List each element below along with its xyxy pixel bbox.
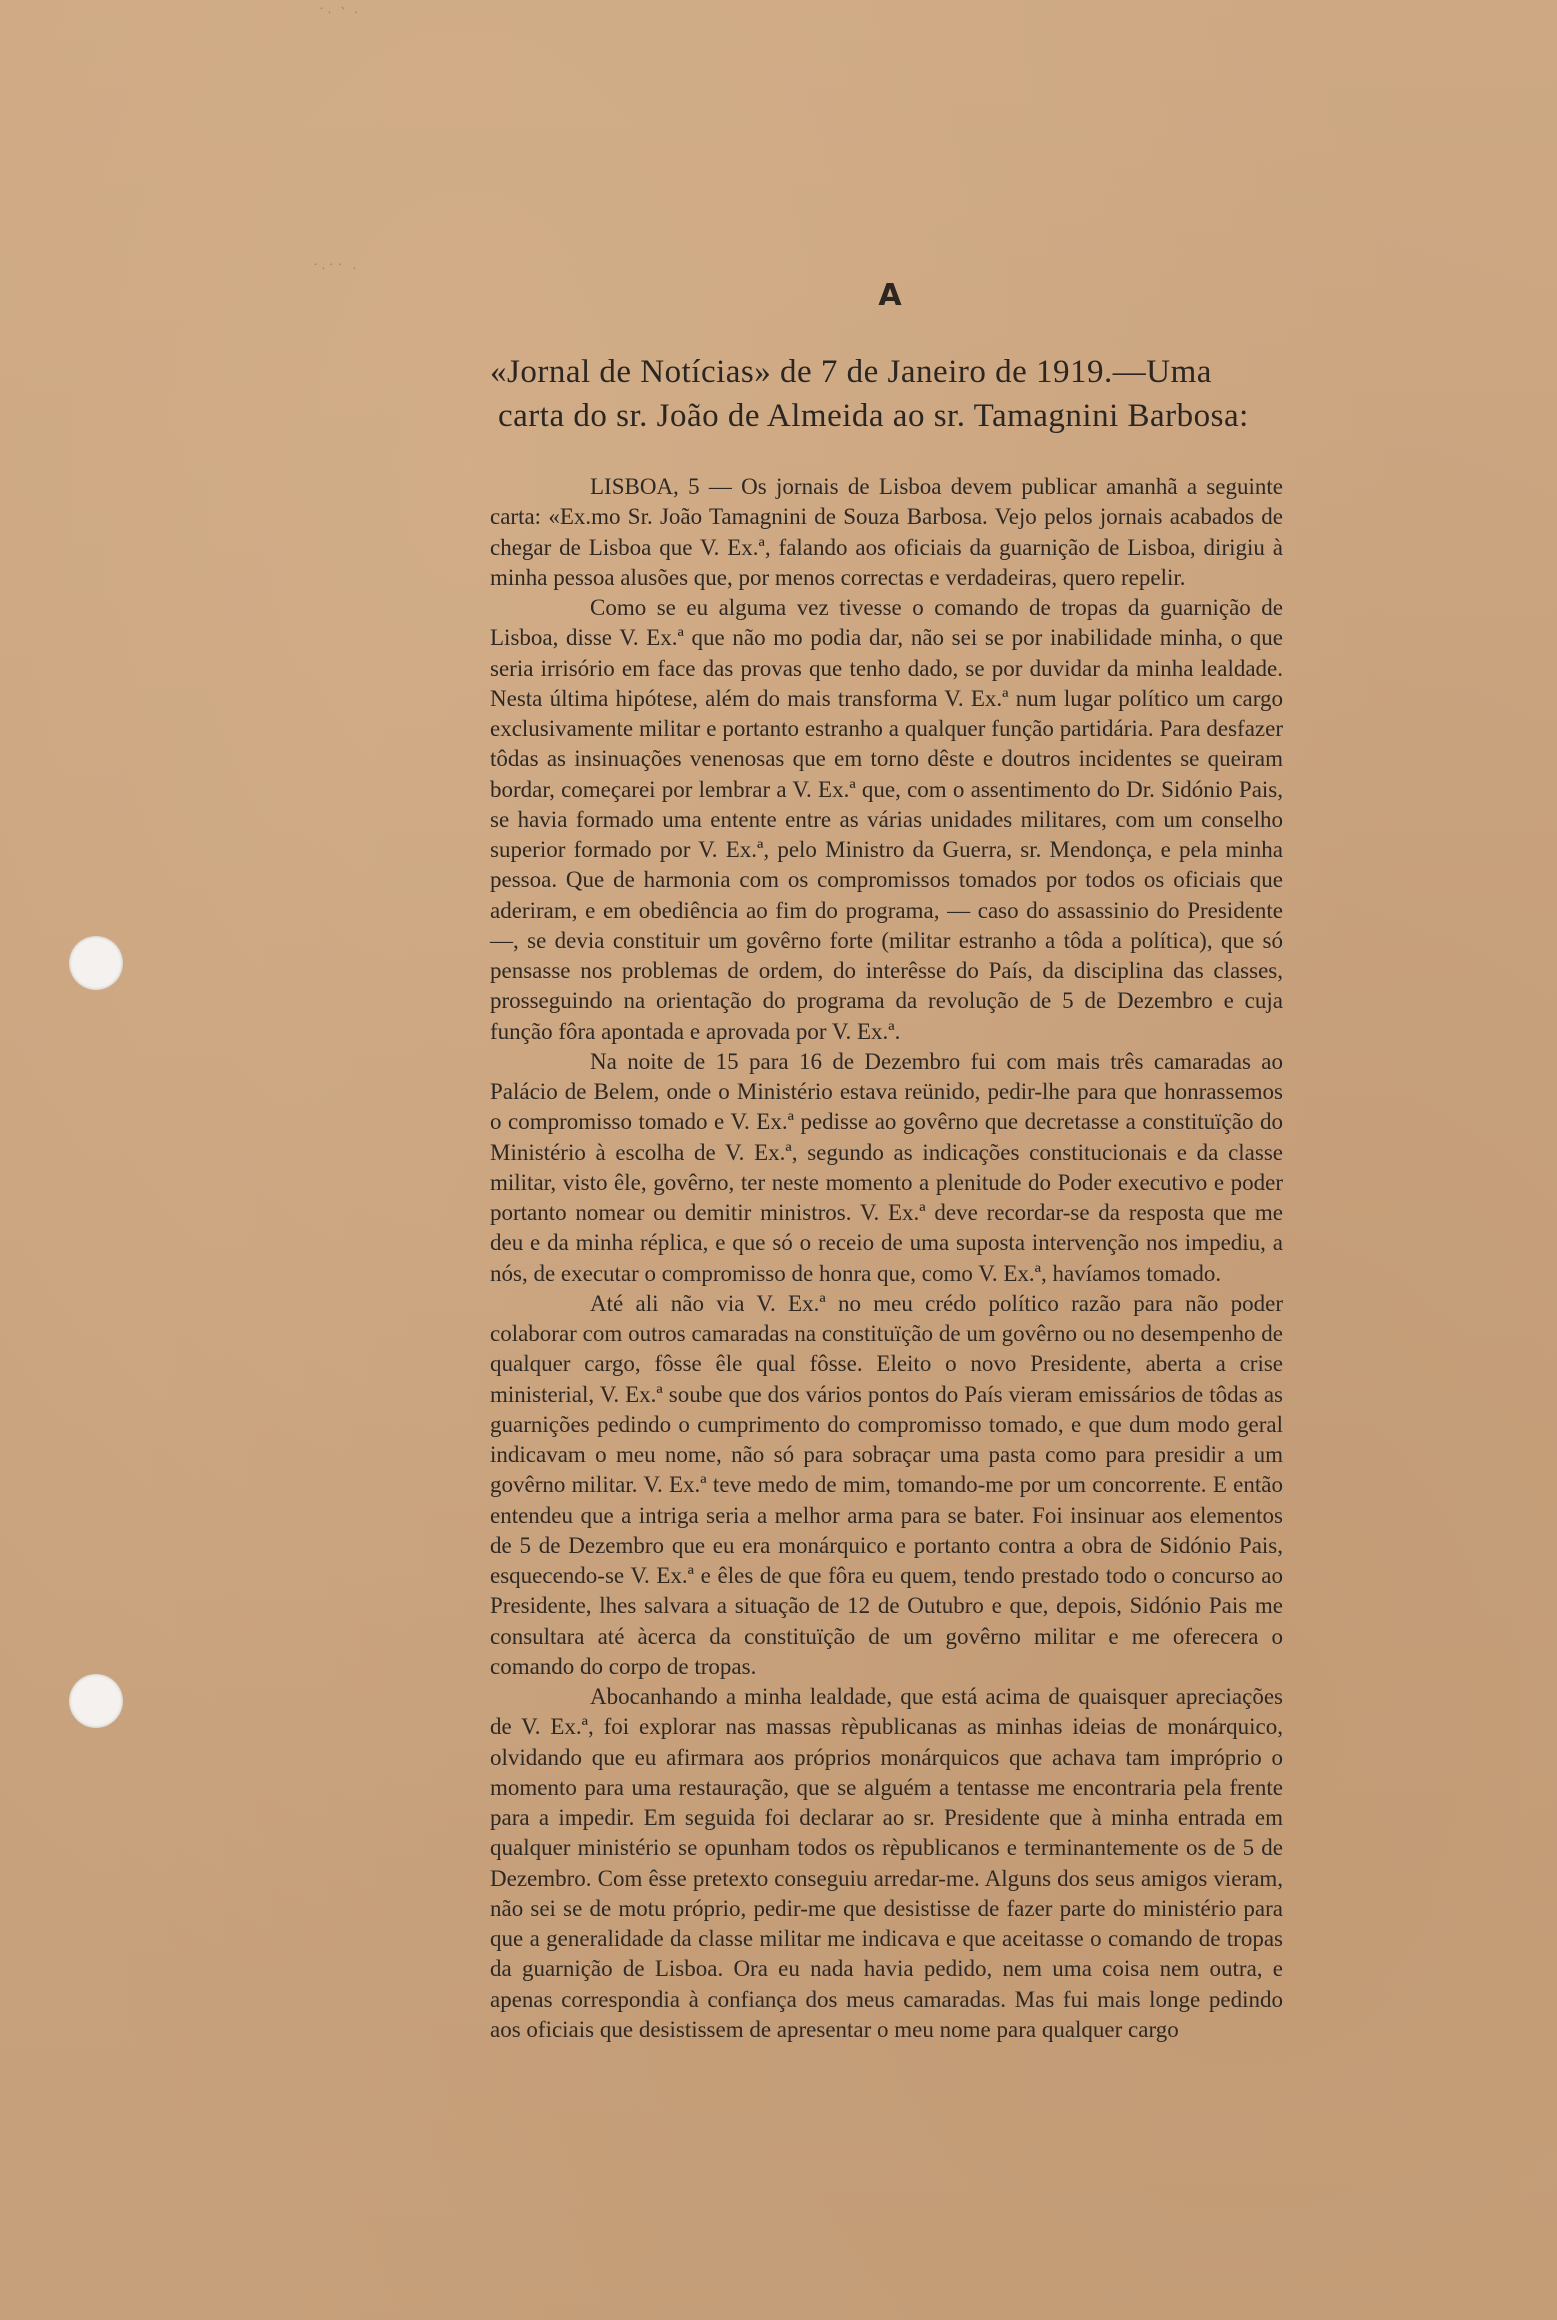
letter-body xyxy=(490,472,1283,2045)
paragraph: Na noite de 15 para 16 de Dezembro fui com mais três camaradas ao Palácio de Belem, onde o Ministério estava reünido, pedir-lhe para que honrassemos o compromisso tomado e V. Ex.ª pedisse ao govêrno que decretasse a constituïção do Ministério à escolha de V. Ex.ª, segundo as indicações constitucionais e da classe militar, visto êle, govêrno, ter neste momento a plenitude do Poder executivo e poder portanto nomear ou demitir ministros. V. Ex.ª deve recordar-se da resposta que me deu e da minha réplica, e que só o receio de uma suposta intervenção nos impediu, a nós, de executar o compromisso de honra que, como V. Ex.ª, havíamos tomado. xyxy=(490,1048,1283,1286)
paper-blemish: ˙ˑ˙˙ ˑ xyxy=(312,262,359,278)
paragraph: Abocanhando a minha lealdade, que está acima de quaisquer apreciações de V. Ex.ª, foi explorar nas massas rèpublicanas as minhas ideias de monárquico, olvidando que eu afirmara aos próprios monárquicos que achava tam impróprio o momento para uma restauração, que se alguém a tentasse me encontraria pela frente para a impedir. Em seguida foi declarar ao sr. Presidente que à minha entrada em qualquer ministério se opunham todos os rèpublicanos e terminantemente os de 5 de Dezembro. Com êsse pretexto conseguiu arredar-me. Alguns dos seus amigos vieram, não sei se de motu próprio, pedir-me que desistisse de fazer parte do ministério para que a generalidade da classe militar me indicava e que aceitasse o comando de tropas da guarnição de Lisboa. Ora eu nada havia pedido, nem uma coisa nem outra, e apenas correspondia à confiança dos meus camaradas. Mas fui mais longe pedindo aos oficiais que desistissem de apresentar o meu nome para qualquer cargo xyxy=(490,1684,1283,2042)
paragraph: LISBOA, 5 — Os jornais de Lisboa devem publicar amanhã a seguinte carta: «Ex.mo Sr. João Tamagnini de Souza Barbosa. Vejo pelos jornais acabados de chegar de Lisboa que V. Ex.ª, falando aos oficiais da guarnição de Lisboa, dirigiu à minha pessoa alusões que, por menos correctas e verdadeiras, quero repelir. xyxy=(490,474,1283,590)
paragraph: Até ali não via V. Ex.ª no meu crédo político razão para não poder colaborar com outros camaradas na constituïção de um govêrno ou no desempenho de qualquer cargo, fôsse êle qual fôsse. Eleito o novo Presidente, aberta a crise ministerial, V. Ex.ª soube que dos vários pontos do País vieram emissários de tôdas as guarnições pedindo o cumprimento do compromisso tomado, e que dum modo geral indicavam o meu nome, não só para sobraçar uma pasta como para presidir a um govêrno militar. V. Ex.ª teve medo de mim, tomando-me por um concorrente. E então entendeu que a intriga seria a melhor arma para se bater. Foi insinuar aos elementos de 5 de Dezembro que eu era monárquico e portanto contra a obra de Sidónio Pais, esquecendo-se V. Ex.ª e êles de que fôra eu quem, tendo prestado todo o concurso ao Presidente, lhes salvara a situação de 12 de Outubro e que, depois, Sidónio Pais me consultara até àcerca da constituïção de um govêrno militar e me oferecera o comando do corpo de tropas. xyxy=(490,1290,1283,1679)
section-letter: A xyxy=(878,278,902,313)
paper-blemish: ˙ˑ ՝ ˑ xyxy=(318,6,361,22)
heading-line: carta do sr. João de Almeida ao sr. Tamagnini Barbosa: xyxy=(498,398,1249,434)
punch-hole xyxy=(69,1674,123,1728)
article-heading xyxy=(490,350,1300,438)
heading-line: «Jornal de Notícias» de 7 de Janeiro de 1919.—Uma xyxy=(490,354,1212,390)
paragraph: Como se eu alguma vez tivesse o comando de tropas da guarnição de Lisboa, disse V. Ex.ª que não mo podia dar, não sei se por inabilidade minha, o que seria irrisório em face das provas que tenho dado, se por duvidar da minha lealdade. Nesta última hipótese, além do mais transforma V. Ex.ª num lugar político um cargo exclusivamente militar e portanto estranho a qualquer função partidária. Para desfazer tôdas as insinuações venenosas que em torno dêste e doutros incidentes se queiram bordar, começarei por lembrar a V. Ex.ª que, com o assentimento do Dr. Sidónio Pais, se havia formado uma entente entre as várias unidades militares, com um conselho superior formado por V. Ex.ª, pelo Ministro da Guerra, sr. Mendonça, e pela minha pessoa. Que de harmonia com os compromissos tomados por todos os oficiais que aderiram, e em obediência ao fim do programa, — caso do assassinio do Presidente —, se devia constituir um govêrno forte (militar estranho a tôda a política), que só pensasse nos problemas de ordem, do interêsse do País, da disciplina das classes, prosseguindo na orientação do programa da revolução de 5 de Dezembro e cuja função fôra apontada e aprovada por V. Ex.ª. xyxy=(490,595,1283,1044)
punch-hole xyxy=(69,936,123,990)
